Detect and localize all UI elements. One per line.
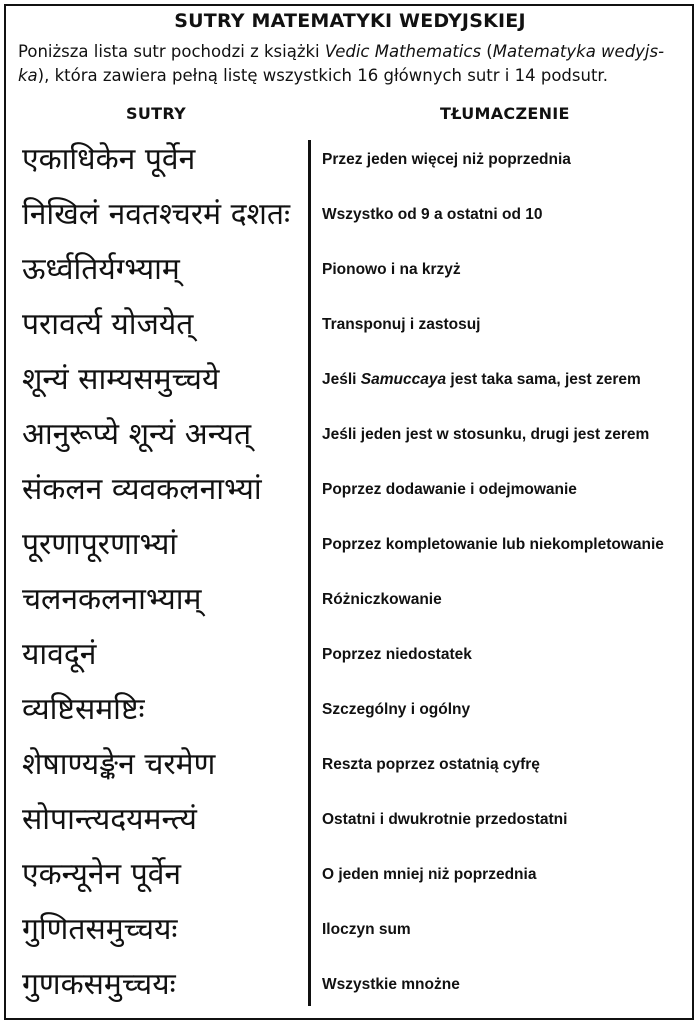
sutra-sanskrit: यावदूनं xyxy=(22,637,97,672)
sutra-translation: Reszta poprzez ostatnią cyfrę xyxy=(322,756,540,773)
sutra-row xyxy=(0,462,700,517)
sutra-sanskrit: व्यष्टिसमष्टिः xyxy=(22,692,145,727)
sutra-sanskrit: गुणितसमुच्चयः xyxy=(22,912,178,947)
sutra-sanskrit: चलनकलनाभ्याम् xyxy=(22,582,202,617)
sutra-row xyxy=(0,517,700,572)
sutra-sanskrit: सोपान्त्यदयमन्त्यं xyxy=(22,802,197,837)
sutra-translation: Przez jeden więcej niż poprzednia xyxy=(322,151,571,168)
sutra-row xyxy=(0,737,700,792)
sutra-translation: Poprzez niedostatek xyxy=(322,646,472,663)
sutra-translation: Jeśli jeden jest w stosunku, drugi jest zerem xyxy=(322,426,650,443)
intro-book-title-pl-2: ka xyxy=(18,66,38,85)
sutra-sanskrit: पूरणापूरणाभ्यां xyxy=(22,527,178,562)
sutra-translation: Pionowo i na krzyż xyxy=(322,261,461,278)
sutra-translation: Ostatni i dwukrotnie przedostatni xyxy=(322,811,568,828)
sutra-row xyxy=(0,132,700,187)
sutra-sanskrit: परावर्त्य योजयेत् xyxy=(22,307,194,342)
intro-text-2: ( xyxy=(481,42,493,61)
column-header-sutras: SUTRY xyxy=(126,104,186,123)
sutra-sanskrit: एकन्यूनेन पूर्वेन xyxy=(22,857,182,892)
intro-paragraph xyxy=(18,40,682,88)
sutra-sanskrit: गुणकसमुच्चयः xyxy=(22,967,176,1002)
sutra-sanskrit: शेषाण्यङ्केन चरमेण xyxy=(22,747,216,782)
page-title: SUTRY MATEMATYKI WEDYJSKIEJ xyxy=(174,10,526,32)
sutra-row xyxy=(0,627,700,682)
sutra-sanskrit: निखिलं नवतश्चरमं दशतः xyxy=(22,197,291,232)
sutra-sanskrit: शून्यं साम्यसमुच्चये xyxy=(22,362,220,397)
intro-book-title-pl-1: Matematyka wedyjs- xyxy=(492,42,665,61)
sutra-row xyxy=(0,297,700,352)
sutra-translation: Szczególny i ogólny xyxy=(322,701,471,718)
sutra-sanskrit: आनुरूप्ये शून्यं अन्यत् xyxy=(22,417,252,452)
sutra-translation xyxy=(322,352,694,407)
intro-book-title: Vedic Mathematics xyxy=(324,42,482,61)
sutra-row xyxy=(0,242,700,297)
sutra-translation: Iloczyn sum xyxy=(322,921,411,938)
sutra-row xyxy=(0,957,700,1012)
sutra-row xyxy=(0,682,700,737)
sutra-row xyxy=(0,352,700,407)
sutra-translation: O jeden mniej niż poprzednia xyxy=(322,866,537,883)
sutra-sanskrit: ऊर्ध्वतिर्यग्भ्याम् xyxy=(22,252,180,287)
sutra-row xyxy=(0,847,700,902)
sutra-translation: Różniczkowanie xyxy=(322,591,442,608)
sutra-row xyxy=(0,407,700,462)
translation-text-pre: Jeśli xyxy=(322,371,361,388)
sutra-row xyxy=(0,187,700,242)
sutra-translation: Poprzez dodawanie i odejmowanie xyxy=(322,481,577,498)
sutra-row xyxy=(0,902,700,957)
sutra-row xyxy=(0,792,700,847)
sutra-row xyxy=(0,572,700,627)
translation-text-emphasis: Samuccaya xyxy=(360,371,447,388)
intro-text-3: ), która zawiera pełną listę wszystkich 16 głównych sutr i 14 podsutr. xyxy=(37,66,608,85)
column-header-translation: TŁUMACZENIE xyxy=(440,104,570,123)
sutra-sanskrit: एकाधिकेन पूर्वेन xyxy=(22,142,196,177)
sutra-translation: Poprzez kompletowanie lub niekompletowanie xyxy=(322,536,664,553)
translation-text-post: jest taka sama, jest zerem xyxy=(446,371,641,388)
sutra-sanskrit: संकलन व्यवकलनाभ्यां xyxy=(22,472,262,507)
sutra-translation: Wszystko od 9 a ostatni od 10 xyxy=(322,206,543,223)
intro-text-1: Poniższa lista sutr pochodzi z książki xyxy=(18,42,325,61)
sutra-translation: Wszystkie mnożne xyxy=(322,976,460,993)
sutra-translation: Transponuj i zastosuj xyxy=(322,316,481,333)
